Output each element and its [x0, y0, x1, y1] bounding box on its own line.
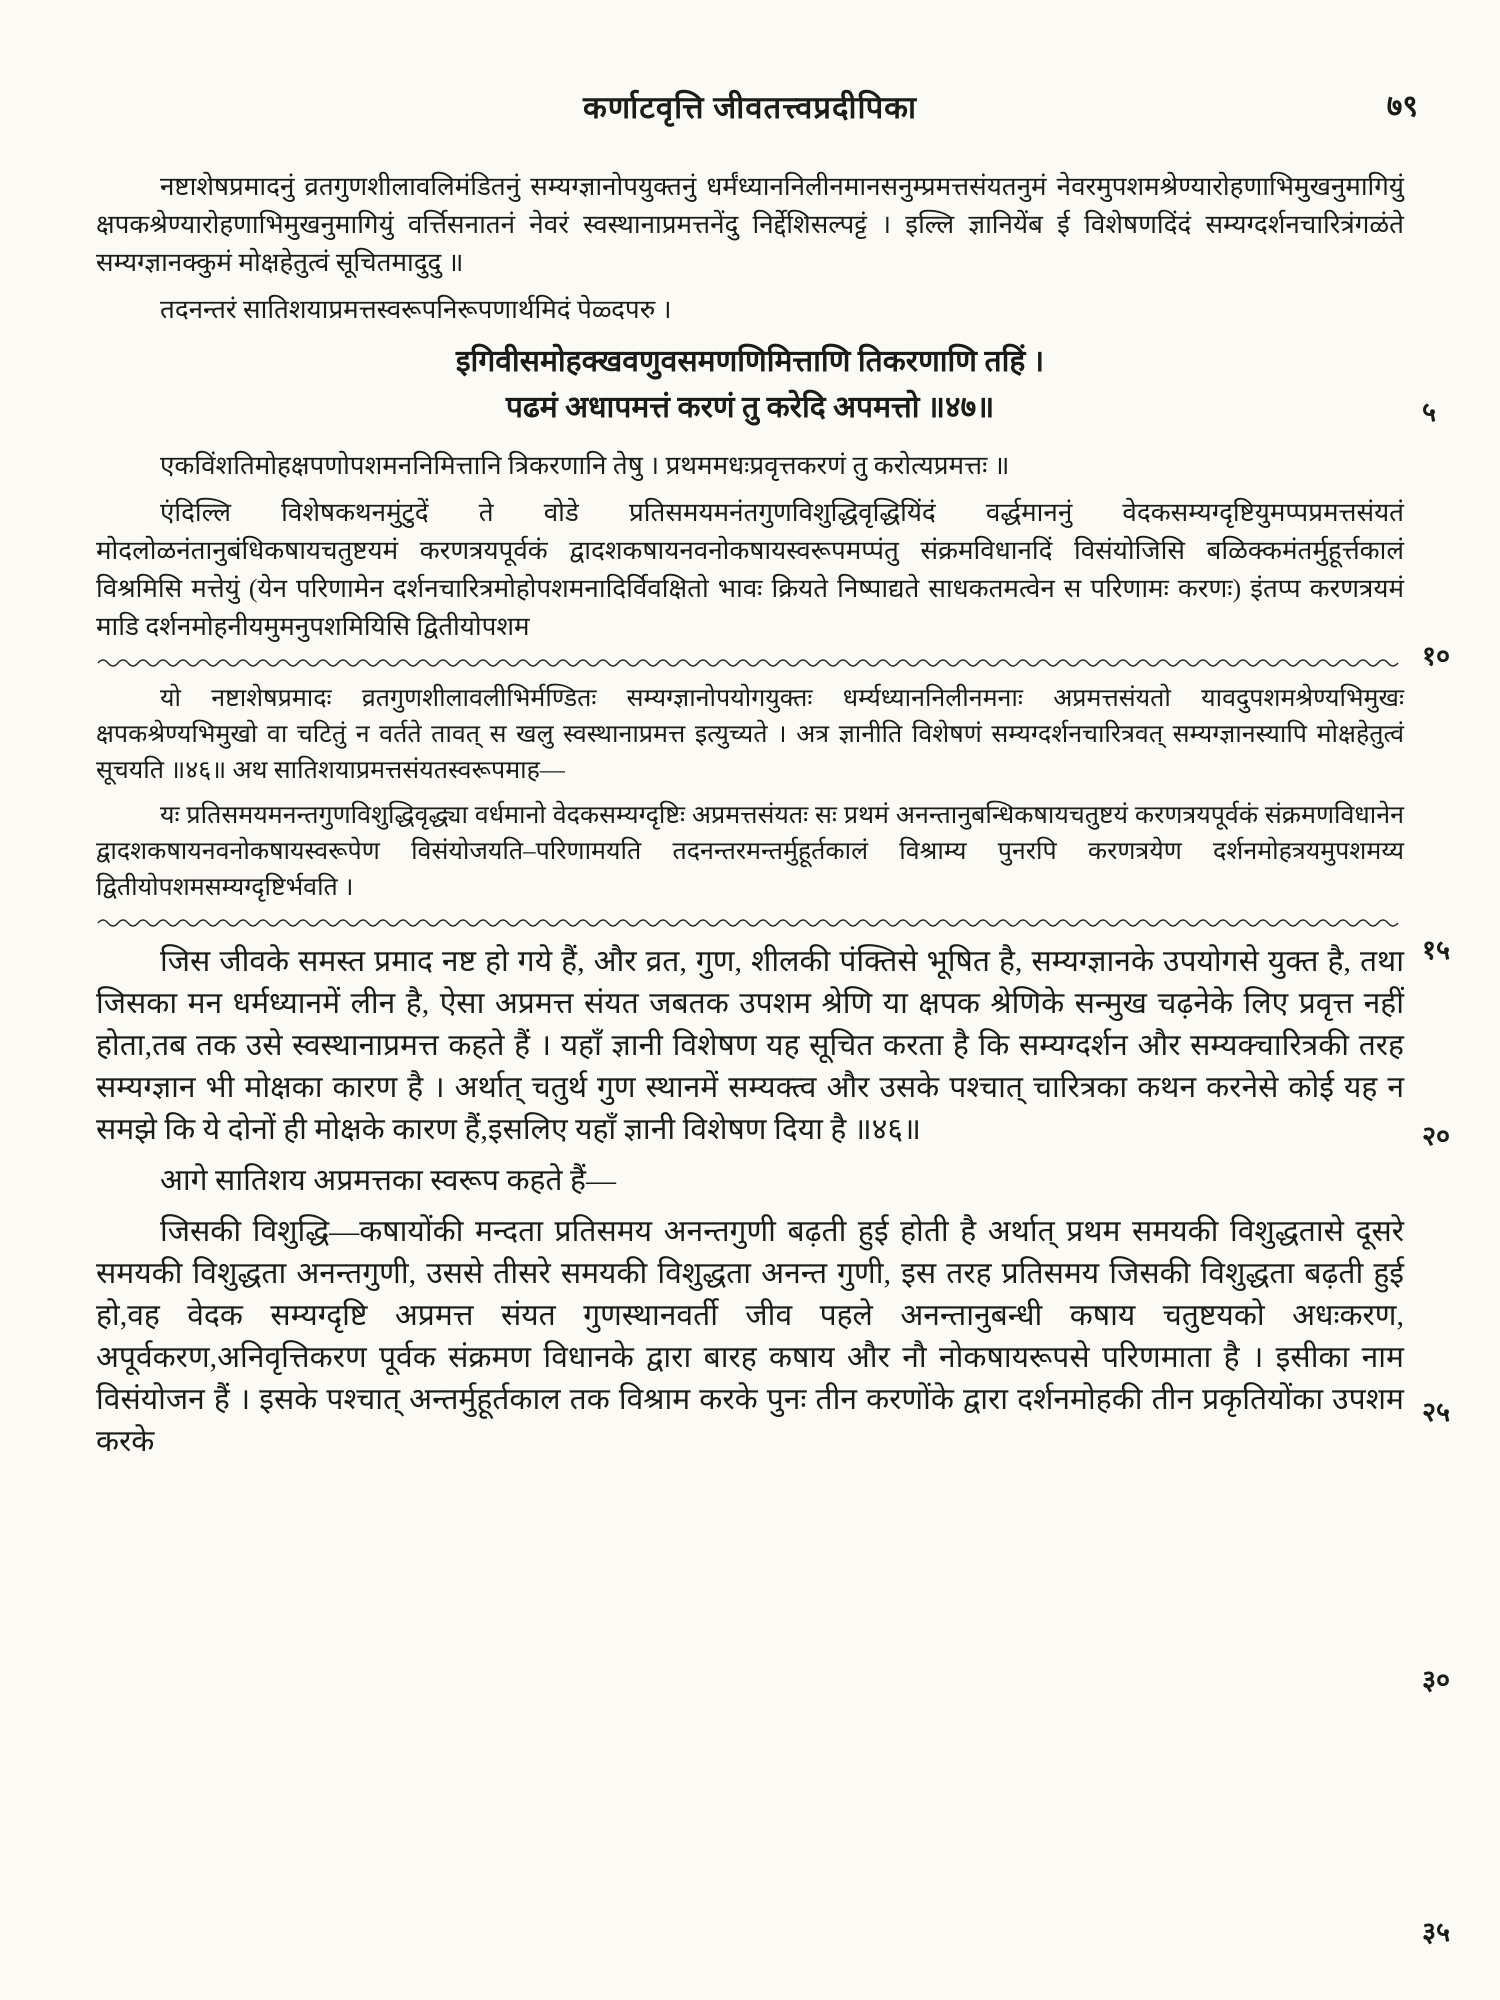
line-number-30: ३० [1422, 1665, 1451, 1695]
karnata-paragraph-opening: नष्टाशेषप्रमादनुं व्रतगुणशीलावलिमंडितनुं सम्यग्ज्ञानोपयुक्तनुं धर्मंध्याननिलीनमानसनुम्प्रमत्तसंयतनुमं नेवरमुपशमश्रेण्यारोहणाभिमुखनुमागियुं क्षपकश्रेण्यारोहणाभिमुखनुमागियुं वर्त्तिसनातनं नेवरं स्वस्थानाप्रमत्तनेंदु निर्द्देशिसल्पट्टं । इल्लि ज्ञानियेंब ई विशेषणदिंदं सम्यग्दर्शनचारित्रंगळंते सम्यग्ज्ञानक्कुमं मोक्षहेतुत्वं सूचितमादुदु ॥ [96, 172, 1404, 277]
line-number-10: १० [1422, 641, 1451, 671]
page-number: ७९ [1386, 90, 1418, 123]
line-number-5: ५ [1422, 397, 1437, 427]
running-title: कर्णाटवृत्ति जीवतत्त्वप्रदीपिका [582, 90, 918, 125]
gatha-verse [96, 339, 1404, 431]
wavy-line [98, 660, 1398, 666]
karnata-intro-line: तदनन्तरं सातिशयाप्रमत्तस्वरूपनिरूपणार्थमिदं पेळ्दपरु । [160, 295, 672, 324]
karnata-commentary-paragraph: एंदिल्लि विशेषकथनमुंटुदें ते वोडे प्रतिसमयमनंतगुणविशुद्धिवृद्धियिंदं वर्द्धमाननुं वेदकसम्यग्दृष्टियुमप्पप्रमत्तसंयतं मोदलोळनंतानुबंधिकषायचतुष्टयमं करणत्रयपूर्वकं द्वादशकषायनवनोकषायस्वरूपमप्पंतु संक्रमविधानदिं विसंयोजिसि बळिक्कमंतर्मुहूर्त्तकालं विश्रमिसि मत्तेयुं (येन परिणामेन दर्शनचारित्रमोहोपशमनादिर्विवक्षितो भावः क्रियते निष्पाद्यते साधकतमत्वेन स परिणामः करणः) इंतप्प करणत्रयमं माडि दर्शनमोहनीयमुमनुपशमियिसि द्वितीयोपशम [96, 498, 1404, 641]
wavy-line [98, 920, 1398, 926]
wavy-separator-1 [96, 655, 1404, 671]
pradipika-sanskrit-paragraph-2: यः प्रतिसमयमनन्तगुणविशुद्धिवृद्ध्या वर्धमानो वेदकसम्यग्दृष्टिः अप्रमत्तसंयतः सः प्रथमं अनन्तानुबन्धिकषायचतुष्टयं करणत्रयपूर्वकं संक्रमणविधानेन द्वादशकषायनवनोकषायस्वरूपेण विसंयोजयति–परिणामयति तदनन्तरमन्तर्मुहूर्तकालं विश्राम्य पुनरपि करणत्रयेण दर्शनमोहत्रयमुपशमय्य द्वितीयोपशमसम्यग्दृष्टिर्भवति । [96, 802, 1404, 901]
line-number-25: २५ [1422, 1397, 1451, 1427]
line-number-15: १५ [1422, 935, 1451, 965]
line-number-35: ३५ [1422, 1917, 1451, 1947]
pradipika-sanskrit-paragraph-1: यो नष्टाशेषप्रमादः व्रतगुणशीलावलीभिर्मण्डितः सम्यग्ज्ञानोपयोगयुक्तः धर्म्यध्याननिलीनमनाः अप्रमत्तसंयतो यावदुपशमश्रेण्यभिमुखः क्षपकश्रेण्यभिमुखो वा चटितुं न वर्तते तावत् स खलु स्वस्थानाप्रमत्त इत्युच्यते । अत्र ज्ञानीति विशेषणं सम्यग्दर्शनचारित्रवत् सम्यग्ज्ञानस्यापि मोक्षहेतुत्वं सूचयति ॥४६॥ अथ सातिशयाप्रमत्तसंयतस्वरूपमाह— [96, 685, 1404, 784]
hindi-intro-line: आगे सातिशय अप्रमत्तका स्वरूप कहते हैं— [160, 1164, 616, 1197]
wavy-separator-2 [96, 915, 1404, 931]
sanskrit-chhaya-paragraph: एकविंशतिमोहक्षपणोपशमननिमित्तानि त्रिकरणानि तेषु । प्रथममधःप्रवृत्तकरणं तु करोत्यप्रमत्तः ॥ [160, 451, 1010, 480]
line-number-20: २० [1422, 1121, 1451, 1151]
hindi-translation-paragraph-2: जिसकी विशुद्धि—कषायोंकी मन्दता प्रतिसमय अनन्तगुणी बढ़ती हुई होती है अर्थात् प्रथम समयकी विशुद्धतासे दूसरे समयकी विशुद्धता अनन्तगुणी, उससे तीसरे समयकी विशुद्धता अनन्त गुणी, इस तरह प्रतिसमय जिसकी विशुद्धता बढ़ती हुई हो,वह वेदक सम्यग्दृष्टि अप्रमत्त संयत गुणस्थानवर्ती जीव पहले अनन्तानुबन्धी कषाय चतुष्टयको अधःकरण, अपूर्वकरण,अनिवृत्तिकरण पूर्वक संक्रमण विधानके द्वारा बारह कषाय और नौ नोकषायरूपसे परिणमाता है । इसीका नाम विसंयोजन हैं । इसके पश्चात् अन्तर्मुहूर्तकाल तक विश्राम करके पुनः तीन करणोंके द्वारा दर्शनमोहकी तीन प्रकृतियोंका उपशम करके [96, 1215, 1404, 1458]
page-header [96, 86, 1418, 128]
hindi-translation-paragraph-1: जिस जीवके समस्त प्रमाद नष्ट हो गये हैं, और व्रत, गुण, शीलकी पंक्तिसे भूषित है, सम्यग्ज्ञानके उपयोगसे युक्त है, तथा जिसका मन धर्मध्यानमें लीन है, ऐसा अप्रमत्त संयत जबतक उपशम श्रेणि या क्षपक श्रेणिके सन्मुख चढ़नेके लिए प्रवृत्त नहीं होता,तब तक उसे स्वस्थानाप्रमत्त कहते हैं । यहाँ ज्ञानी विशेषण यह सूचित करता है कि सम्यग्दर्शन और सम्यक्चारित्रकी तरह सम्यग्ज्ञान भी मोक्षका कारण है । अर्थात् चतुर्थ गुण स्थानमें सम्यक्त्व और उसके पश्चात् चारित्रका कथन करनेसे कोई यह न समझे कि ये दोनों ही मोक्षके कारण हैं,इसलिए यहाँ ज्ञानी विशेषण दिया है ॥४६॥ [96, 945, 1404, 1146]
gatha-line-2: पढमं अधापमत्तं करणं तु करेदि अपमत्तो ॥४७॥ [505, 391, 995, 424]
gatha-line-1: इगिवीसमोहक्खवणुवसमणणिमित्ताणि तिकरणाणि तहिं । [455, 345, 1045, 378]
